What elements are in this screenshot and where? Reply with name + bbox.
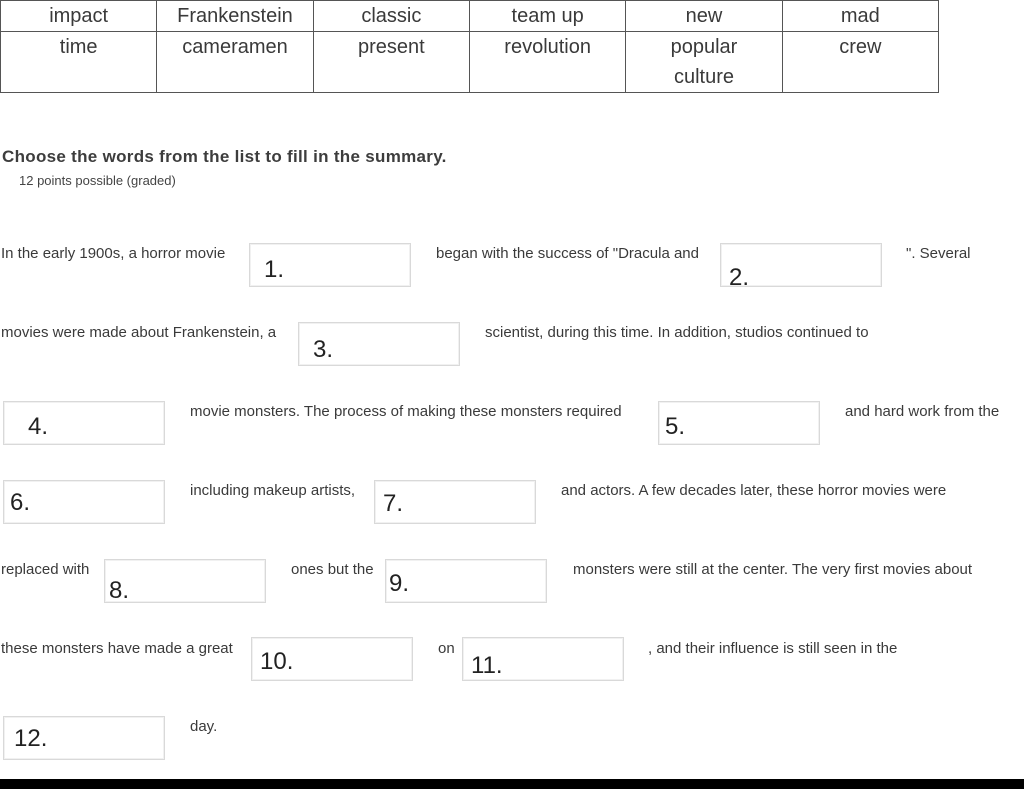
summary-text: these monsters have made a great [1, 640, 233, 657]
word-bank-cell: Frankenstein [157, 1, 313, 32]
summary-text: day. [190, 718, 218, 735]
word-bank-cell: team up [469, 1, 625, 32]
blank-10-input[interactable] [251, 637, 413, 681]
blank-1-input[interactable] [249, 243, 411, 287]
summary-text: monsters were still at the center. The very first movies about [573, 561, 973, 578]
word-bank-cell: impact [1, 1, 157, 32]
summary-text: movie monsters. The process of making these monsters required [190, 403, 622, 420]
word-bank-cell: crew [782, 32, 938, 93]
blank-8-input[interactable] [104, 559, 266, 603]
blank-number: 3. [313, 336, 334, 363]
blank-6-input[interactable] [3, 480, 165, 524]
blank-number: 9. [389, 570, 410, 597]
blank-7-input[interactable] [374, 480, 536, 524]
blank-number: 7. [383, 490, 404, 517]
blank-number: 6. [10, 489, 31, 516]
blank-5-input[interactable] [658, 401, 820, 445]
word-bank-cell: time [1, 32, 157, 93]
word-bank-row [1, 32, 939, 93]
blank-4-input[interactable] [3, 401, 165, 445]
summary-text: and actors. A few decades later, these horror movies were [561, 482, 947, 499]
word-bank-table [0, 0, 939, 93]
blank-11-input[interactable] [462, 637, 624, 681]
word-bank-cell: mad [782, 1, 938, 32]
bottom-bar [0, 779, 1024, 789]
summary-text: In the early 1900s, a horror movie [1, 245, 226, 262]
summary-text: movies were made about Frankenstein, a [1, 324, 277, 341]
summary-text: and hard work from the [845, 403, 1000, 420]
word-bank-cell [626, 32, 782, 93]
word-bank-row [1, 1, 939, 32]
summary-text: including makeup artists, [190, 482, 356, 499]
summary-text: , and their influence is still seen in the [648, 640, 898, 657]
blank-number: 12. [14, 725, 48, 752]
word-bank-cell: classic [313, 1, 469, 32]
summary-text: began with the success of "Dracula and [436, 245, 699, 262]
blank-number: 5. [665, 413, 686, 440]
blank-number: 8. [109, 577, 130, 604]
summary-text: on [438, 640, 455, 657]
points-possible: 12 points possible (graded) [19, 173, 176, 188]
blank-9-input[interactable] [385, 559, 547, 603]
word-bank-cell: new [626, 1, 782, 32]
blank-number: 1. [264, 256, 285, 283]
summary-text: ones but the [291, 561, 374, 578]
summary-text: ". Several [906, 245, 971, 262]
blank-number: 2. [729, 264, 750, 291]
question-heading: Choose the words from the list to fill in the summary. [2, 147, 447, 166]
blank-2-input[interactable] [720, 243, 882, 291]
word-bank-cell: present [313, 32, 469, 93]
word-bank-cell-text: popular culture [670, 36, 738, 88]
word-bank-cell: revolution [469, 32, 625, 93]
summary-text: replaced with [1, 561, 90, 578]
blank-number: 4. [28, 413, 49, 440]
blank-3-input[interactable] [298, 322, 460, 366]
word-bank-cell: cameramen [157, 32, 313, 93]
blank-number: 10. [260, 648, 294, 675]
blank-number: 11. [471, 652, 503, 679]
summary-text: scientist, during this time. In addition, studios continued to [485, 324, 869, 341]
blank-12-input[interactable] [3, 716, 165, 760]
